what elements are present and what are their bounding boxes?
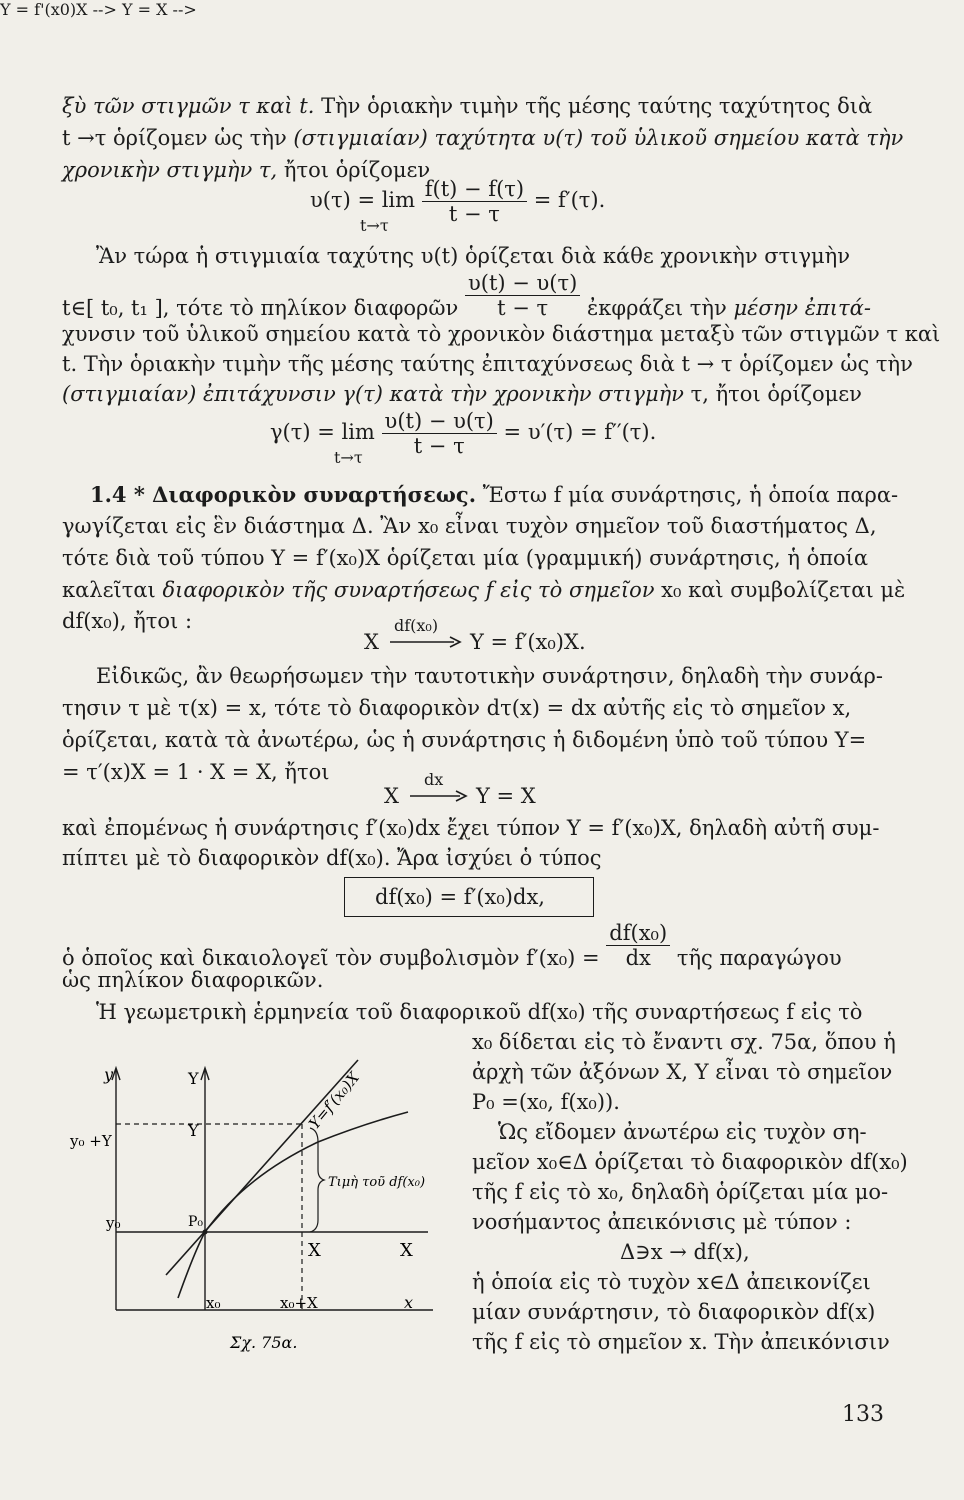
label-y: y <box>104 1065 114 1084</box>
text-line: ἀρχὴ τῶν ἀξόνων X, Y εἶναι τὸ σημεῖον <box>472 1060 893 1084</box>
text-line: ὁρίζεται, κατὰ τὰ ἀνωτέρω, ὡς ἡ συνάρτησις ἡ διδομένη ὑπὸ τοῦ τύπου Y= <box>62 728 867 752</box>
text-line: μίαν συνάρτησιν, τὸ διαφορικὸν df(x) <box>472 1300 876 1324</box>
text-line: (στιγμιαίαν) ἐπιτάχυνσιν γ(τ) κατὰ τὴν χρονικὴν στιγμὴν τ, ἤτοι ὁρίζομεν <box>62 382 862 406</box>
text-line: τότε διὰ τοῦ τύπου Y = f′(x₀)X ὁρίζεται μία (γραμμική) συνάρτησις, ἡ ὁποία <box>62 546 869 570</box>
text-line: τῆς f εἰς τὸ x₀, δηλαδὴ ὁρίζεται μία μο- <box>472 1180 889 1204</box>
limit-subscript: t→τ <box>360 216 389 235</box>
text-line: ὡς πηλίκον διαφορικῶν. <box>62 968 324 992</box>
text-line: ξὺ τῶν στιγμῶν τ καὶ t. Τὴν ὁριακὴν τιμὴν τῆς μέσης ταύτης ταχύτητος διὰ <box>62 94 873 118</box>
text-line: πίπτει μὲ τὸ διαφορικὸν df(x₀). Ἄρα ἰσχύει ὁ τύπος <box>62 846 602 870</box>
section-title: 1.4 * Διαφορικὸν συναρτήσεως. <box>90 482 477 507</box>
equation-velocity: υ(τ) = lim $\frac{f(t) - f(\tau)}{t - \tau}$ = f′(τ). <box>310 177 606 227</box>
label-X: X <box>308 1240 321 1261</box>
arrow-icon <box>388 634 464 650</box>
arrow-label: dx <box>424 770 444 789</box>
label-P0: P₀ <box>188 1214 204 1230</box>
text-line: τῆς f εἰς τὸ σημεῖον x. Τὴν ἀπεικόνισιν <box>472 1330 890 1354</box>
fraction: $\frac{\text{df(x₀)}}{dx}$ <box>606 922 670 969</box>
text-line: Εἰδικῶς, ἂν θεωρήσωμεν τὴν ταυτοτικὴν συνάρτησιν, δηλαδὴ τὴν συνάρ- <box>96 664 883 688</box>
text-line: t. Τὴν ὁριακὴν τιμὴν τῆς μέσης ταύτης ἐπιταχύνσεως διὰ t → τ ὁρίζομεν ὡς τὴν <box>62 352 913 376</box>
label-tangent-equation: Y=f′(x₀)X <box>305 1068 363 1133</box>
text-line: ἡ ὁποία εἰς τὸ τυχὸν x∈Δ ἀπεικονίζει <box>472 1270 871 1294</box>
text-line: νοσήμαντος ἀπεικόνισις μὲ τύπον : <box>472 1210 852 1234</box>
label-Y-top: Y <box>188 1069 199 1088</box>
text-line: Ὡς εἴδομεν ἀνωτέρω εἰς τυχὸν ση- <box>498 1120 867 1144</box>
label-y0: y₀ <box>106 1214 121 1232</box>
label-x0: x₀ <box>206 1294 221 1312</box>
section-heading-line: 1.4 * Διαφορικὸν συναρτήσεως. Ἔστω f μία συνάρτησις, ἡ ὁποία παρα- <box>90 482 899 507</box>
label-x: x <box>404 1293 414 1312</box>
boxed-formula: df(x₀) = f′(x₀)dx, <box>344 877 594 917</box>
text-line: γωγίζεται εἰς ἓν διάστημα Δ. Ἂν x₀ εἶναι τυχὸν σημεῖον τοῦ διαστήματος Δ, <box>62 514 877 538</box>
function-curve <box>178 1112 408 1298</box>
text-line: χυνσιν τοῦ ὑλικοῦ σημείου κατὰ τὸ χρονικὸν διάστημα μεταξὺ τῶν στιγμῶν τ καὶ <box>62 322 941 346</box>
text-line: καὶ ἐπομένως ἡ συνάρτησις f′(x₀)dx ἔχει τύπον Y = f′(x₀)X, δηλαδὴ αὐτῆ συμ- <box>62 816 880 840</box>
eq-formula: Y = X <box>476 784 536 808</box>
figure-caption: Σχ. 75α. <box>230 1333 298 1352</box>
page-number: 133 <box>842 1402 884 1427</box>
text-line: t∈[ t₀, t₁ ], τότε τὸ πηλίκον διαφορῶν $\frac{\upsilon(t) - \upsilon(\tau)}{t - \tau}$ ἐκφράζει τὴν μέσην ἐπιτά- <box>62 271 871 321</box>
eq-formula: Y = f′(x₀)X. <box>470 630 586 654</box>
label-X-end: X <box>400 1240 413 1261</box>
text-line: Ἡ γεωμετρικὴ ἑρμηνεία τοῦ διαφορικοῦ df(x₀) τῆς συναρτήσεως f εἰς τὸ <box>96 1000 863 1024</box>
figure-75a <box>58 1050 458 1370</box>
text-line: df(x₀), ἤτοι : <box>62 609 193 633</box>
text-line: Δ∋x → df(x), <box>620 1240 750 1264</box>
text-line: = τ′(x)X = 1 · X = X, ἤτοι <box>62 760 330 784</box>
fraction: $\frac{\upsilon(t) - \upsilon(\tau)}{t - \tau}$ <box>465 272 580 319</box>
text-line: χρονικὴν στιγμὴν τ, ἤτοι ὁρίζομεν <box>62 158 431 182</box>
text-line: Ἂν τώρα ἡ στιγμιαία ταχύτης υ(t) ὁρίζεται διὰ κάθε χρονικὴν στιγμὴν <box>96 244 850 268</box>
eq-domain-variable: X <box>364 630 379 654</box>
point-P0 <box>203 1230 208 1235</box>
label-Y: Y <box>188 1121 199 1140</box>
label-differential-value: Τιμὴ τοῦ df(x₀) <box>328 1175 426 1190</box>
equation-acceleration: γ(τ) = lim $\frac{\upsilon(t) - \upsilon(\tau)}{t - \tau}$ = υ′(τ) = f′′(τ). <box>270 409 657 459</box>
fraction: $\frac{f(t) - f(\tau)}{t - \tau}$ <box>422 178 527 225</box>
text-line: μεῖον x₀∈Δ ὁρίζεται τὸ διαφορικὸν df(x₀) <box>472 1150 908 1174</box>
text-line: P₀ =(x₀, f(x₀)). <box>472 1090 620 1114</box>
text-line: τησιν τ μὲ τ(x) = x, τότε τὸ διαφορικὸν dτ(x) = dx αὐτῆς εἰς τὸ σημεῖον x, <box>62 696 852 720</box>
arrow-label: df(x₀) <box>394 616 439 635</box>
book-page: ξὺ τῶν στιγμῶν τ καὶ t. Τὴν ὁριακὴν τιμὴν τῆς μέσης ταύτης ταχύτητος διὰ t →τ ὁρίζομεν ὡς τὴν (στιγμιαίαν) ταχύτητα υ(τ) τοῦ ὑλικοῦ σημείου κατὰ τὴν χρονικὴν στιγμὴν τ, ἤτοι ὁρίζομεν υ(τ) = lim $\frac{f(t) - f(\tau)}{t - \tau}$ = f′(τ). t→τ Ἂν τώρα ἡ στιγμιαία ταχύτης υ(t) ὁρίζεται διὰ κάθε χρονικὴν στιγμὴν t∈[ t₀, t₁ ], τότε τὸ πηλίκον διαφορῶν $\frac{\upsilon(t) - \upsilon(\tau)}{t - \tau}$ ἐκφράζει τὴν μέσην ἐπιτά- χυνσιν τοῦ ὑλικοῦ σημείου κατὰ τὸ χρονικὸν διάστημα μεταξὺ τῶν στιγμῶν τ καὶ t. Τὴν ὁριακὴν τιμὴν τῆς μέσης ταύτης ἐπιταχύνσεως διὰ t → τ ὁρίζομεν ὡς τὴν (στιγμιαίαν) ἐπιτάχυνσιν γ(τ) κατὰ τὴν χρονικὴν στιγμὴν τ, ἤτοι ὁρίζομεν γ(τ) = lim $\frac{\upsilon(t) - \upsilon(\tau)}{t - \tau}$ = υ′(τ) = f′′(τ). t→τ 1.4 * Διαφορικὸν συναρτήσεως. Ἔστω f μία συνάρτησις, ἡ ὁποία παρα- γωγίζεται εἰς ἓν διάστημα Δ. Ἂν x₀ εἶναι τυχὸν σημεῖον τοῦ διαστήματος Δ, τότε διὰ τοῦ τύπου Y = f′(x₀)X ὁρίζεται μία (γραμμική) συνάρτησις, ἡ ὁποία καλεῖται διαφορικὸν τῆς συναρτήσεως f εἰς τὸ σημεῖον x₀ καὶ συμβολίζεται μὲ df(x₀), ἤτοι : Y = f'(x0)X --> X df(x₀) Y = f′(x₀)X. Εἰδικῶς, ἂν θεωρήσωμεν τὴν ταυτοτικὴν συνάρτησιν, δηλαδὴ τὴν συνάρ- τησιν τ μὲ τ(x) = x, τότε τὸ διαφορικὸν dτ(x) = dx αὐτῆς εἰς τὸ σημεῖον x, ὁρίζεται, κατὰ τὰ ἀνωτέρω, ὡς ἡ συνάρτησις ἡ διδομένη ὑπὸ τοῦ τύπου Y= = τ′(x)X = 1 · X = X, ἤτοι Y = X --> X dx Y = X καὶ ἐπομένως ἡ συνάρτησις f′(x₀)dx ἔχει τύπον Y = f′(x₀)X, δηλαδὴ αὐτῆ συμ- πίπτει μὲ τὸ διαφορικὸν df(x₀). Ἄρα ἰσχύει ὁ τύπος df(x₀) = f′(x₀)dx, ὁ ὁποῖος καὶ δικαιολογεῖ τὸν συμβολισμὸν f′(x₀) = $\frac{\text{df(x₀)}}{dx}$ τῆς παραγώγου ὡς πηλίκον διαφορικῶν. Ἡ γεωμετρικὴ ἑρμηνεία τοῦ διαφορικοῦ df(x₀) τῆς συναρτήσεως f εἰς τὸ x₀ δίδεται εἰς τὸ ἔναντι σχ. 75α, ὅπου ἡ ἀρχὴ τῶν ἀξόνων X, Y εἶναι τὸ σημεῖον P₀ =(x₀, f(x₀)). Ὡς εἴδομεν ἀνωτέρω εἰς τυχὸν ση- μεῖον x₀∈Δ ὁρίζεται τὸ διαφορικὸν df(x₀) τῆς f εἰς τὸ x₀, δηλαδὴ ὁρίζεται μία μο- νοσήμαντος ἀπεικόνισις μὲ τύπον : Δ∋x → df(x), ἡ ὁποία εἰς τὸ τυχὸν x∈Δ ἀπεικονίζει μίαν συνάρτησιν, τὸ διαφορικὸν df(x) τῆς f εἰς τὸ σημεῖον x. Τὴν ἀπεικόνισιν y Y Y y₀ +Y y₀ P₀ X X x₀ x₀+X x Τιμὴ τοῦ df(x₀) Y=f′(x₀)X Σχ. 75α. 133 <box>0 0 941 1427</box>
fraction: $\frac{\upsilon(t) - \upsilon(\tau)}{t - \tau}$ <box>382 410 497 457</box>
text-line: x₀ δίδεται εἰς τὸ ἔναντι σχ. 75α, ὅπου ἡ <box>472 1030 896 1054</box>
label-y0-plus-Y: y₀ +Y <box>70 1132 112 1150</box>
text-line: t →τ ὁρίζομεν ὡς τὴν (στιγμιαίαν) ταχύτητα υ(τ) τοῦ ὑλικοῦ σημείου κατὰ τὴν <box>62 126 904 150</box>
brace <box>310 1128 324 1232</box>
limit-subscript: t→τ <box>334 448 363 467</box>
arrow-icon <box>408 788 470 804</box>
eq-domain-variable: X <box>384 784 399 808</box>
label-x0-plus-X: x₀+X <box>280 1294 318 1312</box>
text-line: καλεῖται διαφορικὸν τῆς συναρτήσεως f εἰς τὸ σημεῖον x₀ καὶ συμβολίζεται μὲ <box>62 578 906 602</box>
text-line: ὁ ὁποῖος καὶ δικαιολογεῖ τὸν συμβολισμὸν f′(x₀) = $\frac{\text{df(x₀)}}{dx}$ τῆς παραγώγου <box>62 921 842 971</box>
